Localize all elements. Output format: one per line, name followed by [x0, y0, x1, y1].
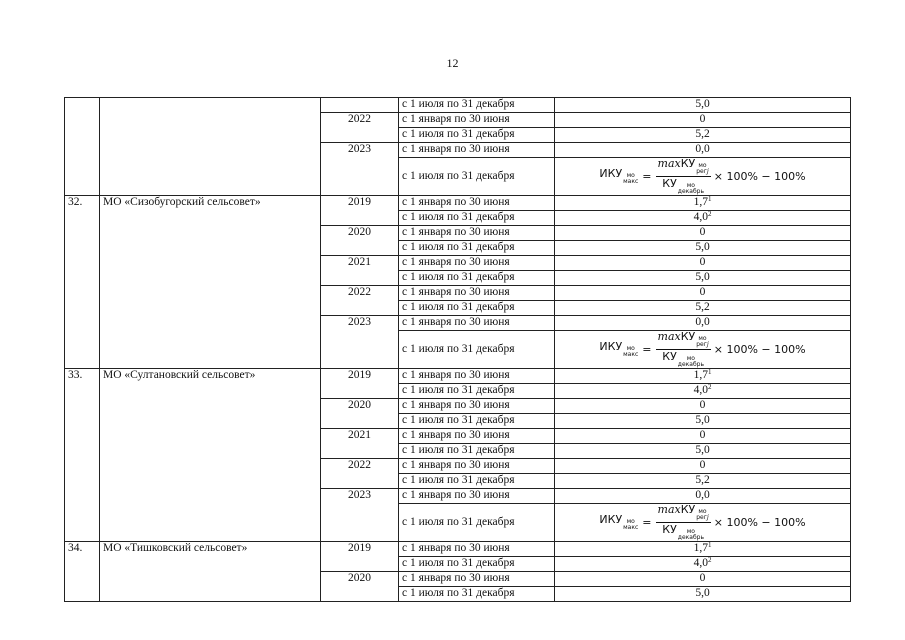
year-cell: 2023	[321, 489, 399, 542]
period-cell: с 1 января по 30 июня	[399, 226, 555, 241]
value-cell: 5,2	[555, 128, 851, 143]
period-cell: с 1 января по 30 июня	[399, 542, 555, 557]
formula-num-sub	[696, 342, 709, 348]
period-cell: с 1 июля по 31 декабря	[399, 444, 555, 459]
value-cell: 0,0	[555, 316, 851, 331]
period-cell: с 1 июля по 31 декабря	[399, 384, 555, 399]
row-number	[65, 98, 100, 196]
value-cell: 0	[555, 226, 851, 241]
value-cell: 0	[555, 429, 851, 444]
value-cell	[555, 542, 851, 557]
formula-lhs-base: ИКУ	[599, 340, 623, 353]
period-cell: с 1 января по 30 июня	[399, 459, 555, 474]
formula-numerator	[656, 504, 711, 523]
value-cell: 5,2	[555, 474, 851, 489]
period-cell: с 1 июля по 31 декабря	[399, 331, 555, 369]
formula-den-base: КУ	[662, 523, 677, 536]
period-cell: с 1 января по 30 июня	[399, 113, 555, 128]
value-cell	[555, 557, 851, 572]
row-number: 32.	[65, 196, 100, 369]
period-cell: с 1 января по 30 июня	[399, 196, 555, 211]
formula-tail: × 100% − 100%	[713, 170, 806, 183]
year-cell: 2019	[321, 196, 399, 226]
year-cell: 2020	[321, 226, 399, 256]
formula-fraction	[656, 504, 711, 541]
formula	[599, 504, 805, 541]
value-cell	[555, 196, 851, 211]
year-cell: 2020	[321, 572, 399, 602]
formula-num-sub	[696, 515, 709, 521]
formula-den-sub: декабрь	[677, 534, 704, 541]
footnote-mark: 1	[707, 195, 712, 203]
value-text: 1,7	[693, 196, 708, 208]
period-cell: с 1 июля по 31 декабря	[399, 557, 555, 572]
period-cell: с 1 июля по 31 декабря	[399, 504, 555, 542]
formula-lhs-base: ИКУ	[599, 513, 623, 526]
value-cell: 5,0	[555, 587, 851, 602]
formula-lhs-sup: мо	[626, 518, 635, 525]
page-number: 12	[446, 56, 459, 70]
formula-den-sub: декабрь	[677, 361, 704, 368]
formula-tail: × 100% − 100%	[713, 343, 806, 356]
formula-lhs	[599, 168, 638, 185]
period-cell: с 1 января по 30 июня	[399, 429, 555, 444]
formula-lhs-sup: мо	[626, 345, 635, 352]
table-row	[65, 542, 851, 557]
year-cell: 2022	[321, 459, 399, 489]
value-text: 4,0	[693, 557, 708, 569]
period-cell: с 1 января по 30 июня	[399, 489, 555, 504]
period-cell: с 1 июля по 31 декабря	[399, 474, 555, 489]
value-cell: 5,0	[555, 98, 851, 113]
formula-lhs-sub: макс	[623, 178, 639, 185]
formula-lhs-base: ИКУ	[599, 167, 623, 180]
formula-tail: × 100% − 100%	[713, 516, 806, 529]
formula-num-sub-text: рег	[696, 514, 707, 521]
value-text: 1,7	[693, 542, 708, 554]
value-cell: 0	[555, 459, 851, 474]
formula-num-sup: мо	[698, 162, 707, 169]
value-cell: 0,0	[555, 489, 851, 504]
table-row	[65, 98, 851, 113]
period-cell: с 1 января по 30 июня	[399, 399, 555, 414]
year-cell: 2022	[321, 286, 399, 316]
formula-numerator	[656, 158, 711, 177]
value-cell: 5,0	[555, 414, 851, 429]
year-cell: 2021	[321, 256, 399, 286]
formula-cell	[555, 504, 851, 542]
value-text: 4,0	[693, 211, 708, 223]
period-cell: с 1 июля по 31 декабря	[399, 241, 555, 256]
period-cell: с 1 января по 30 июня	[399, 286, 555, 301]
formula-denominator	[660, 350, 706, 368]
period-cell: с 1 января по 30 июня	[399, 316, 555, 331]
value-cell: 0	[555, 572, 851, 587]
municipality-name: МО «Султановский сельсовет»	[100, 369, 321, 542]
formula-num-j: j	[706, 168, 709, 175]
formula-den-sup: мо	[686, 355, 695, 362]
formula-fraction	[656, 331, 711, 368]
formula-max: max	[657, 503, 681, 516]
formula-den-sup: мо	[686, 182, 695, 189]
footnote-mark: 1	[707, 541, 712, 549]
formula-denominator	[660, 523, 706, 541]
value-cell	[555, 384, 851, 399]
period-cell: с 1 июля по 31 декабря	[399, 301, 555, 316]
municipality-name: МО «Сизобугорский сельсовет»	[100, 196, 321, 369]
value-cell: 0	[555, 113, 851, 128]
formula-num-base: КУ	[680, 503, 696, 516]
formula-num-base: КУ	[680, 330, 696, 343]
formula-num-sup: мо	[698, 335, 707, 342]
formula-lhs-sub: макс	[623, 351, 639, 358]
municipality-name	[100, 98, 321, 196]
table-row	[65, 196, 851, 211]
footnote-mark: 2	[707, 556, 712, 564]
value-cell: 0	[555, 286, 851, 301]
period-cell: с 1 июля по 31 декабря	[399, 98, 555, 113]
period-cell: с 1 июля по 31 декабря	[399, 271, 555, 286]
formula-den-sup: мо	[686, 528, 695, 535]
year-cell: 2022	[321, 113, 399, 143]
formula-denominator	[660, 177, 706, 195]
formula-cell	[555, 158, 851, 196]
value-cell: 5,2	[555, 301, 851, 316]
municipality-name: МО «Тишковский сельсовет»	[100, 542, 321, 602]
row-number: 34.	[65, 542, 100, 602]
period-cell: с 1 июля по 31 декабря	[399, 587, 555, 602]
table-row	[65, 369, 851, 384]
formula-den-base: КУ	[662, 177, 677, 190]
formula-num-sub-text: рег	[696, 168, 707, 175]
formula-max: max	[657, 330, 681, 343]
formula-num-sup: мо	[698, 508, 707, 515]
formula-num-sub-text: рег	[696, 341, 707, 348]
period-cell: с 1 января по 30 июня	[399, 572, 555, 587]
value-text: 1,7	[693, 369, 708, 381]
formula-numerator	[656, 331, 711, 350]
year-cell: 2023	[321, 143, 399, 196]
formula-equals: =	[642, 516, 652, 529]
formula-den-base: КУ	[662, 350, 677, 363]
year-cell: 2019	[321, 369, 399, 399]
formula-num-sub	[696, 169, 709, 175]
formula	[599, 331, 805, 368]
footnote-mark: 1	[707, 368, 712, 376]
formula-num-j: j	[706, 341, 709, 348]
period-cell: с 1 июля по 31 декабря	[399, 158, 555, 196]
value-cell: 0	[555, 399, 851, 414]
value-cell	[555, 211, 851, 226]
period-cell: с 1 июля по 31 декабря	[399, 414, 555, 429]
formula-max: max	[657, 157, 681, 170]
value-cell: 5,0	[555, 241, 851, 256]
formula-num-j: j	[706, 514, 709, 521]
value-cell: 5,0	[555, 271, 851, 286]
year-cell: 2019	[321, 542, 399, 572]
formula-equals: =	[642, 343, 652, 356]
period-cell: с 1 января по 30 июня	[399, 369, 555, 384]
formula-lhs-sup: мо	[626, 172, 635, 179]
formula-lhs	[599, 514, 638, 531]
formula-fraction	[656, 158, 711, 195]
period-cell: с 1 января по 30 июня	[399, 143, 555, 158]
year-cell	[321, 98, 399, 113]
value-text: 4,0	[693, 384, 708, 396]
footnote-mark: 2	[707, 383, 712, 391]
formula-lhs-sub: макс	[623, 524, 639, 531]
row-number: 33.	[65, 369, 100, 542]
formula-cell	[555, 331, 851, 369]
formula-equals: =	[642, 170, 652, 183]
value-cell: 0	[555, 256, 851, 271]
year-cell: 2023	[321, 316, 399, 369]
year-cell: 2020	[321, 399, 399, 429]
value-cell	[555, 369, 851, 384]
value-cell: 0,0	[555, 143, 851, 158]
period-cell: с 1 января по 30 июня	[399, 256, 555, 271]
footnote-mark: 2	[707, 210, 712, 218]
formula-num-base: КУ	[680, 157, 696, 170]
year-cell: 2021	[321, 429, 399, 459]
period-cell: с 1 июля по 31 декабря	[399, 211, 555, 226]
value-cell: 5,0	[555, 444, 851, 459]
period-cell: с 1 июля по 31 декабря	[399, 128, 555, 143]
formula	[599, 158, 805, 195]
formula-lhs	[599, 341, 638, 358]
formula-den-sub: декабрь	[677, 188, 704, 195]
tariff-table	[64, 97, 851, 602]
